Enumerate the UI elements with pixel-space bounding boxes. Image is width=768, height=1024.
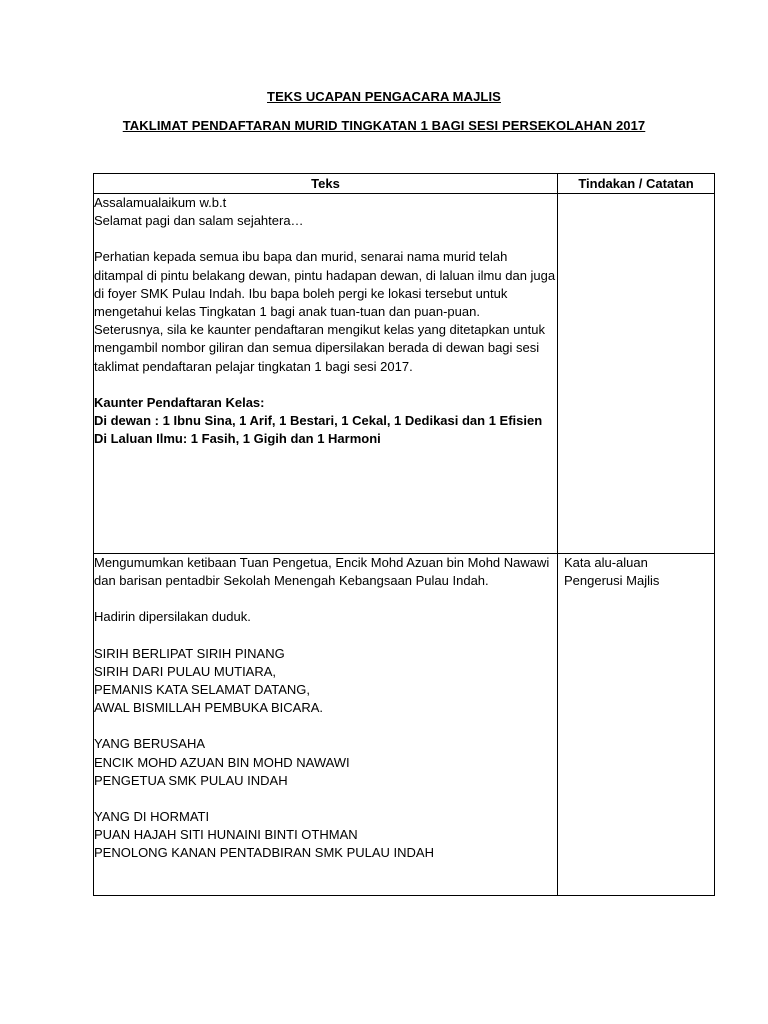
registration-counter-block xyxy=(94,394,557,449)
vip-block-principal xyxy=(94,735,557,790)
arrival-announcement: Mengumumkan ketibaan Tuan Pengetua, Encik Mohd Azuan bin Mohd Nawawi dan barisan pentadbir Sekolah Menengah Kebangsaan Pulau Indah. xyxy=(94,555,550,589)
pantun-line: AWAL BISMILLAH PEMBUKA BICARA. xyxy=(94,700,324,716)
pantun-block xyxy=(94,645,557,718)
greeting-line: Selamat pagi dan salam sejahtera… xyxy=(94,213,304,229)
notes-content xyxy=(558,554,714,590)
vip-line: ENCIK MOHD AZUAN BIN MOHD NAWAWI xyxy=(94,754,350,770)
announcement-block xyxy=(94,554,557,590)
seating-block xyxy=(94,608,557,626)
table-row xyxy=(94,554,715,896)
vip-line: PENOLONG KANAN PENTADBIRAN SMK PULAU INDAH xyxy=(94,845,434,861)
counter-corridor: Di Laluan Ilmu: 1 Fasih, 1 Gigih dan 1 Harmoni xyxy=(94,431,381,447)
pantun-line: PEMANIS KATA SELAMAT DATANG, xyxy=(94,682,310,698)
vip-line: PENGETUA SMK PULAU INDAH xyxy=(94,772,288,788)
vip-line: YANG BERUSAHA xyxy=(94,736,206,752)
greeting-block xyxy=(94,194,557,230)
text-cell xyxy=(94,194,558,554)
note-line: Kata alu-aluan xyxy=(564,555,648,570)
table-row xyxy=(94,194,715,554)
vip-line: PUAN HAJAH SITI HUNAINI BINTI OTHMAN xyxy=(94,827,358,843)
seating-instruction: Hadirin dipersilakan duduk. xyxy=(94,609,251,625)
notes-cell xyxy=(558,194,715,554)
vip-line: YANG DI HORMATI xyxy=(94,809,210,825)
pantun-line: SIRIH BERLIPAT SIRIH PINANG xyxy=(94,645,285,661)
table-header-row xyxy=(94,174,715,194)
notes-cell xyxy=(558,554,715,896)
column-header-tindakan-catatan: Tindakan / Catatan xyxy=(558,174,715,194)
pantun-line: SIRIH DARI PULAU MUTIARA, xyxy=(94,663,277,679)
announcement-paragraph: Perhatian kepada semua ibu bapa dan murid, senarai nama murid telah ditampal di pintu belakang dewan, pintu hadapan dewan, di laluan ilmu dan juga di foyer SMK Pulau Indah. Ibu bapa boleh pergi ke lokasi tersebut untuk mengetahui kelas Tingkatan 1 bagi anak tuan-tuan dan puan-puan. xyxy=(94,249,556,320)
greeting-line: Assalamualaikum w.b.t xyxy=(94,195,227,210)
vip-block-senior-assistant xyxy=(94,808,557,863)
column-header-teks: Teks xyxy=(94,174,558,194)
text-cell xyxy=(94,554,558,896)
counter-hall: Di dewan : 1 Ibnu Sina, 1 Arif, 1 Bestari, 1 Cekal, 1 Dedikasi dan 1 Efisien xyxy=(94,413,543,429)
counter-heading: Kaunter Pendaftaran Kelas: xyxy=(94,394,265,410)
mc-script-table xyxy=(93,173,715,896)
page-subtitle: TAKLIMAT PENDAFTARAN MURID TINGKATAN 1 BAGI SESI PERSEKOLAHAN 2017 xyxy=(122,118,646,133)
page-title: TEKS UCAPAN PENGACARA MAJLIS xyxy=(267,89,501,104)
announcement-paragraph: Seterusnya, sila ke kaunter pendaftaran mengikut kelas yang ditetapkan untuk mengambil nombor giliran dan semua dipersilakan berada di dewan bagi sesi taklimat pendaftaran pelajar tingkatan 1 bagi sesi 2017. xyxy=(94,322,545,374)
announcement-block xyxy=(94,248,557,375)
note-line: Pengerusi Majlis xyxy=(564,573,660,589)
